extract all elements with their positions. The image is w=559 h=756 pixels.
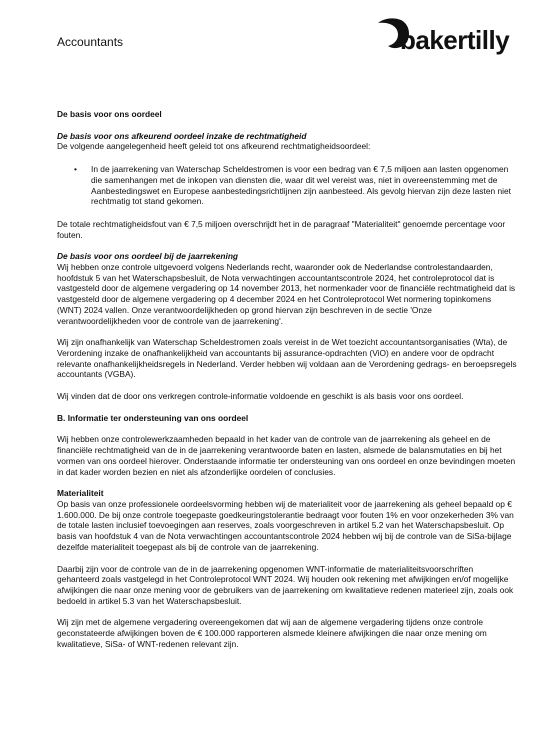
header-title: Accountants (57, 35, 124, 49)
list-item (74, 164, 517, 207)
paragraph-controle: Wij hebben onze controle uitgevoerd volgens Nederlands recht, waaronder ook de Nederlandse controlestandaarden, hoofdstuk 5 van het Waterschapsbesluit, de Nota verwachtingen accountantscontrole 2024, het controleprotocol dat is vastgesteld door de algemene vergadering op 14 november 2013, het normenkader voor de financiële rechtmatigheid dat is vastgesteld door de algemene vergadering op 4 december 2024 en het Controleprotocol Wet normering topinkomens (WNT) 2024 vallen. Onze verantwoordelijkheden op grond hiervan zijn beschreven in de sectie 'Onze verantwoordelijkheden voor de controle van de jaarrekening'. (57, 262, 516, 326)
paragraph-controlewerkzaamheden: Wij hebben onze controlewerkzaamheden bepaald in het kader van de controle van de jaarrekening als geheel en de financiële rechtmatigheid van de in de jaarrekening verantwoorde baten en lasten, alsmede de balansmutaties en bij het vormen van ons oordeel hierover. Onderstaande informatie ter ondersteuning van ons oordeel en onze bevindingen moeten in dat kader worden bezien en niet als afzonderlijke oordelen of conclusies. (57, 434, 516, 477)
subheading-materialiteit: Materialiteit (57, 488, 104, 499)
bullet-icon: • (74, 164, 77, 175)
paragraph-materialiteit: Op basis van onze professionele oordeelsvorming hebben wij de materialiteit voor de jaarrekening als geheel bepaald op € 1.600.000. De bij onze controle toegepaste goedkeuringstolerantie bedraagt voor fouten 1% en voor onzekerheden 3% van de totale lasten inclusief toevoegingen aan reserves, zoals voorgeschreven in artikel 5.2 van het Waterschapsbesluit. Op basis van hoofdstuk 4 van de Nota verwachtingen accountantscontrole 2024 hebben wij bij de controle van de SiSa-bijlage dezelfde materialiteit toegepast als bij de controle van de jaarrekening. (57, 498, 514, 552)
paragraph-controle-informatie: Wij vinden dat de door ons verkregen controle-informatie voldoende en geschikt is als basis voor ons oordeel. (57, 391, 464, 402)
section-heading-basis: De basis voor ons oordeel (57, 109, 162, 119)
bakertilly-logo (376, 14, 536, 64)
paragraph-wnt: Daarbij zijn voor de controle van de in de jaarrekening opgenomen WNT-informatie de materialiteitsvoorschriften gehanteerd zoals vastgelegd in het Controleprotocol WNT 2024. Wij houden ook rekening met afwijkingen en/of mogelijke afwijkingen die naar onze mening voor de gebruikers van de jaarrekening om kwalitatieve redenen materieel zijn, zoals ook bedoeld in artikel 5.3 van het Waterschapsbesluit. (57, 563, 514, 606)
bullet-text: In de jaarrekening van Waterschap Scheldestromen is voor een bedrag van € 7,5 miljoen aan lasten opgenomen die samenhangen met de inkopen van diensten die, waar dit wel vereist was, niet in overeenstemming met de Aanbestedingswet en Europese aanbestedingsrichtlijnen zijn aanbesteed. Als gevolg hiervan zijn deze lasten niet rechtmatig tot stand gekomen. (91, 164, 511, 207)
subheading-afkeurend-oordeel: De basis voor ons afkeurend oordeel inzake de rechtmatigheid (57, 130, 307, 141)
document-body (57, 109, 517, 649)
logo-text: bakertilly (400, 25, 510, 55)
section-heading-b: B. Informatie ter ondersteuning van ons oordeel (57, 412, 249, 423)
subheading-oordeel-jaarrekening: De basis voor ons oordeel bij de jaarrekening (57, 251, 239, 262)
paragraph-afwijkingen: Wij zijn met de algemene vergadering overeengekomen dat wij aan de algemene vergadering tijdens onze controle geconstateerde afwijkingen boven de € 100.000 rapporteren alsmede kleinere afwijkingen die naar onze mening om kwalitatieve, SiSa- of WNT-redenen relevant zijn. (57, 617, 487, 649)
paragraph-total-error: De totale rechtmatigheidsfout van € 7,5 miljoen overschrijdt het in de paragraaf "Materialiteit" genoemde percentage voor fouten. (57, 218, 506, 240)
paragraph-intro: De volgende aangelegenheid heeft geleid tot ons afkeurend rechtmatigheidsoordeel: (57, 141, 371, 152)
paragraph-onafhankelijk: Wij zijn onafhankelijk van Waterschap Scheldestromen zoals vereist in de Wet toezicht accountantsorganisaties (Wta), de Verordening inzake de onafhankelijkheid van accountants bij assurance-opdrachten (ViO) en andere voor de opdracht relevante onafhankelijkheidsregels in Nederland. Verder hebben wij voldaan aan de Verordening gedrags- en beroepsregels accountants (VGBA). (57, 337, 517, 380)
